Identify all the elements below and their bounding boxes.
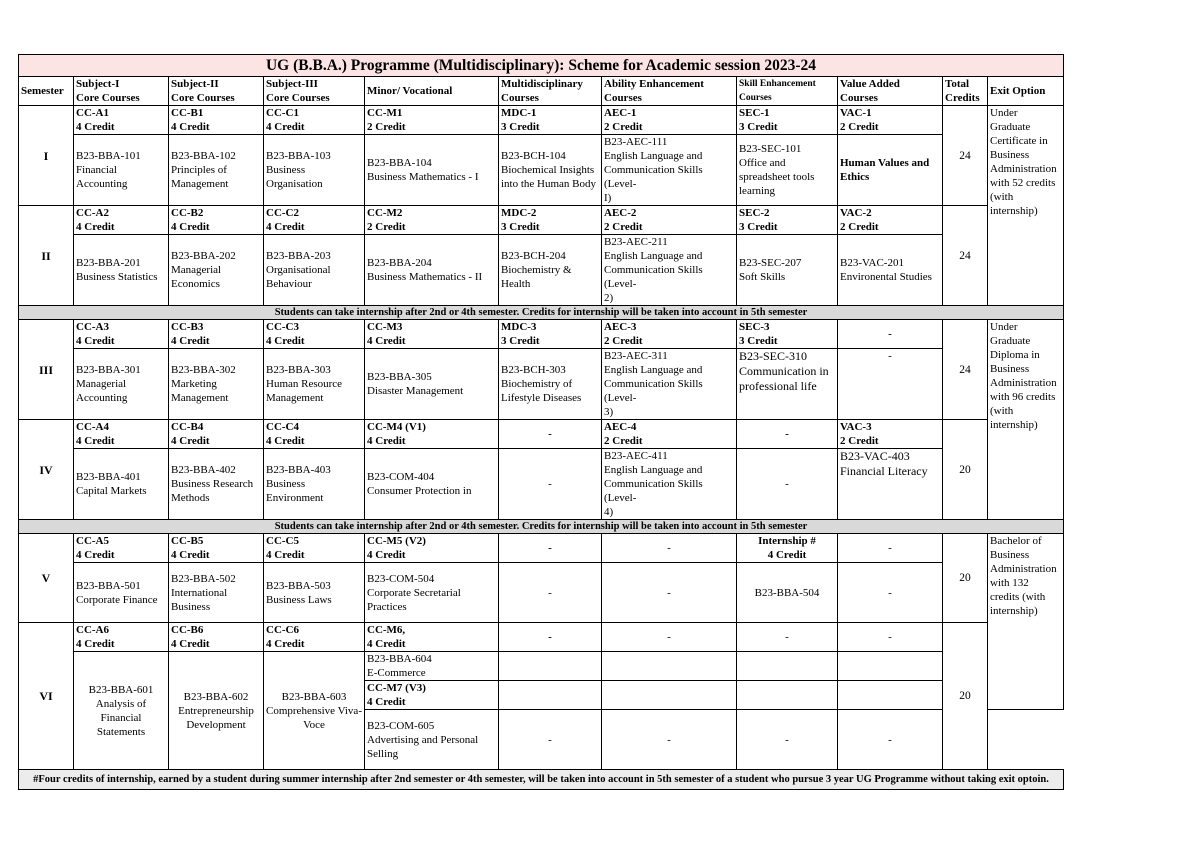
credit-cell: CC-M1 2 Credit (365, 106, 499, 135)
sem4-total-credits: 20 (943, 420, 988, 520)
empty-cell (838, 652, 943, 681)
course-cell: B23-BBA-202 Managerial Economics (169, 235, 264, 306)
dash-cell: - (737, 449, 838, 520)
credit-cell: VAC-3 2 Credit (838, 420, 943, 449)
sem6-course-row (19, 652, 1064, 681)
credit-cell: CC-M2 2 Credit (365, 206, 499, 235)
credit-cell: CC-B3 4 Credit (169, 320, 264, 349)
course-cell: B23-BCH-204 Biochemistry & Health (499, 235, 602, 306)
header-total-credits: Total Credits (943, 77, 988, 106)
course-cell: B23-BBA-401 Capital Markets (74, 449, 169, 520)
header-multidisciplinary: Multidisciplinary Courses (499, 77, 602, 106)
dash-cell: - (602, 534, 737, 563)
empty-cell (499, 652, 602, 681)
course-cell: B23-BBA-601 Analysis of Financial Statements (74, 652, 169, 770)
dash-cell: - (737, 623, 838, 652)
credit-cell: SEC-2 3 Credit (737, 206, 838, 235)
credit-cell: CC-B5 4 Credit (169, 534, 264, 563)
credit-cell: CC-A1 4 Credit (74, 106, 169, 135)
credit-cell: CC-A3 4 Credit (74, 320, 169, 349)
credit-cell: CC-M4 (V1) 4 Credit (365, 420, 499, 449)
header-skill-enhancement: Skill Enhancement Courses (737, 77, 838, 106)
credit-cell: CC-C6 4 Credit (264, 623, 365, 652)
credit-cell: VAC-1 2 Credit (838, 106, 943, 135)
course-cell: B23-BBA-203 Organisational Behaviour (264, 235, 365, 306)
credit-cell: AEC-2 2 Credit (602, 206, 737, 235)
internship-banner: Students can take internship after 2nd or 4th semester. Credits for internship will be taken into account in 5th semester (19, 306, 1064, 320)
course-cell: B23-BBA-502 International Business (169, 563, 264, 623)
credit-cell: CC-A2 4 Credit (74, 206, 169, 235)
sem4-credit-row (19, 420, 1064, 449)
credit-cell: VAC-2 2 Credit (838, 206, 943, 235)
credit-cell: CC-C3 4 Credit (264, 320, 365, 349)
dash-cell: - (737, 420, 838, 449)
credit-cell: CC-B1 4 Credit (169, 106, 264, 135)
credit-cell: MDC-2 3 Credit (499, 206, 602, 235)
header-semester: Semester (19, 77, 74, 106)
dash-cell: - (838, 320, 943, 349)
course-cell: B23-BBA-402 Business Research Methods (169, 449, 264, 520)
credit-cell: MDC-1 3 Credit (499, 106, 602, 135)
sem2-credit-row (19, 206, 1064, 235)
course-cell: B23-BBA-204 Business Mathematics - II (365, 235, 499, 306)
credit-cell: CC-B2 4 Credit (169, 206, 264, 235)
dash-cell: - (499, 623, 602, 652)
header-value-added: Value Added Courses (838, 77, 943, 106)
course-cell: B23-VAC-201 Environental Studies (838, 235, 943, 306)
page-title: UG (B.B.A.) Programme (Multidisciplinary): Scheme for Academic session 2023-24 (19, 55, 1064, 77)
sem1-credit-row (19, 106, 1064, 135)
course-cell: B23-COM-504 Corporate Secretarial Practices (365, 563, 499, 623)
course-cell: B23-BBA-501 Corporate Finance (74, 563, 169, 623)
sem1-total-credits: 24 (943, 106, 988, 206)
header-subject-1: Subject-I Core Courses (74, 77, 169, 106)
sem3-course-row (19, 349, 1064, 420)
empty-cell (838, 681, 943, 710)
dash-cell: - (499, 563, 602, 623)
dash-cell: - (499, 710, 602, 770)
credit-cell: CC-M3 4 Credit (365, 320, 499, 349)
course-cell: B23-BBA-201 Business Statistics (74, 235, 169, 306)
course-cell: B23-BBA-301 Managerial Accounting (74, 349, 169, 420)
sem5-course-row (19, 563, 1064, 623)
sem2-label: II (19, 206, 74, 306)
course-cell: B23-BBA-303 Human Resource Management (264, 349, 365, 420)
course-cell: B23-BBA-504 (737, 563, 838, 623)
credit-cell: CC-C4 4 Credit (264, 420, 365, 449)
dash-cell: - (602, 563, 737, 623)
course-cell: B23-BBA-403 Business Environment (264, 449, 365, 520)
course-cell: B23-BBA-503 Business Laws (264, 563, 365, 623)
sem5-label: V (19, 534, 74, 623)
dash-cell: - (838, 710, 943, 770)
credit-cell: MDC-3 3 Credit (499, 320, 602, 349)
sem3-label: III (19, 320, 74, 420)
credit-cell: CC-C1 4 Credit (264, 106, 365, 135)
credit-cell: CC-M6, 4 Credit (365, 623, 499, 652)
sem5-total-credits: 20 (943, 534, 988, 623)
course-cell: B23-AEC-111 English Language and Communication Skills (Level- I) (602, 135, 737, 206)
empty-cell (602, 681, 737, 710)
course-cell: B23-BBA-103 Business Organisation (264, 135, 365, 206)
dash-cell: - (602, 710, 737, 770)
course-cell: B23-SEC-101 Office and spreadsheet tools learning (737, 135, 838, 206)
course-cell: B23-BBA-604 E-Commerce (365, 652, 499, 681)
course-cell: Human Values and Ethics (838, 135, 943, 206)
course-cell: B23-VAC-403 Financial Literacy (838, 449, 943, 520)
sem2-total-credits: 24 (943, 206, 988, 306)
course-cell: B23-COM-605 Advertising and Personal Selling (365, 710, 499, 770)
dash-cell: - (838, 563, 943, 623)
dash-cell: - (838, 534, 943, 563)
header-ability-enhancement: Ability Enhancement Courses (602, 77, 737, 106)
course-cell: B23-COM-404 Consumer Protection in (365, 449, 499, 520)
empty-cell (737, 652, 838, 681)
sem3-credit-row (19, 320, 1064, 349)
header-subject-2: Subject-II Core Courses (169, 77, 264, 106)
credit-cell: CC-B4 4 Credit (169, 420, 264, 449)
sem2-course-row (19, 235, 1064, 306)
credit-cell: CC-B6 4 Credit (169, 623, 264, 652)
header-minor: Minor/ Vocational (365, 77, 499, 106)
course-cell: B23-BBA-102 Principles of Management (169, 135, 264, 206)
dash-cell: - (838, 349, 943, 420)
exit-option-certificate: Under Graduate Certificate in Business Administration with 52 credits (with internship) (988, 106, 1064, 306)
scheme-table (18, 54, 1064, 790)
sem6-credit-row (19, 623, 1064, 652)
credit-cell: AEC-4 2 Credit (602, 420, 737, 449)
course-cell: B23-BCH-303 Biochemistry of Lifestyle Diseases (499, 349, 602, 420)
credit-cell: CC-A6 4 Credit (74, 623, 169, 652)
exit-option-diploma: Under Graduate Diploma in Business Administration with 96 credits (with internship) (988, 320, 1064, 520)
credit-cell: SEC-3 3 Credit (737, 320, 838, 349)
internship-credit-cell: Internship # 4 Credit (737, 534, 838, 563)
sem3-total-credits: 24 (943, 320, 988, 420)
sem4-label: IV (19, 420, 74, 520)
credit-cell: CC-C2 4 Credit (264, 206, 365, 235)
sem1-label: I (19, 106, 74, 206)
dash-cell: - (499, 449, 602, 520)
dash-cell: - (499, 420, 602, 449)
sem4-course-row (19, 449, 1064, 520)
internship-banner: Students can take internship after 2nd or 4th semester. Credits for internship will be taken into account in 5th semester (19, 520, 1064, 534)
course-cell: B23-BBA-104 Business Mathematics - I (365, 135, 499, 206)
credit-cell: CC-A4 4 Credit (74, 420, 169, 449)
course-cell: B23-BBA-305 Disaster Management (365, 349, 499, 420)
sem5-credit-row (19, 534, 1064, 563)
exit-option-bachelor: Bachelor of Business Administration with 132 credits (with internship) (988, 534, 1064, 710)
sem6-label: VI (19, 623, 74, 770)
dash-cell: - (499, 534, 602, 563)
credit-cell: SEC-1 3 Credit (737, 106, 838, 135)
course-cell: B23-BBA-302 Marketing Management (169, 349, 264, 420)
course-cell: B23-AEC-411 English Language and Communication Skills (Level- 4) (602, 449, 737, 520)
dash-cell: - (737, 710, 838, 770)
header-subject-3: Subject-III Core Courses (264, 77, 365, 106)
credit-cell: AEC-1 2 Credit (602, 106, 737, 135)
course-cell: B23-BCH-104 Biochemical Insights into the Human Body (499, 135, 602, 206)
course-cell: B23-BBA-602 Entrepreneurship Development (169, 652, 264, 770)
course-cell: B23-SEC-207 Soft Skills (737, 235, 838, 306)
course-cell: B23-AEC-311 English Language and Communication Skills (Level- 3) (602, 349, 737, 420)
sem1-course-row (19, 135, 1064, 206)
dash-cell: - (838, 623, 943, 652)
credit-cell: CC-A5 4 Credit (74, 534, 169, 563)
header-row (19, 77, 1064, 106)
course-cell: B23-AEC-211 English Language and Communication Skills (Level- 2) (602, 235, 737, 306)
credit-cell: AEC-3 2 Credit (602, 320, 737, 349)
credit-cell: CC-M5 (V2) 4 Credit (365, 534, 499, 563)
empty-cell (602, 652, 737, 681)
header-exit-option: Exit Option (988, 77, 1064, 106)
empty-cell (499, 681, 602, 710)
dash-cell: - (602, 623, 737, 652)
credit-cell: CC-M7 (V3) 4 Credit (365, 681, 499, 710)
course-cell: B23-BBA-603 Comprehensive Viva- Voce (264, 652, 365, 770)
course-cell: B23-SEC-310 Communication in professional life (737, 349, 838, 420)
footnote: #Four credits of internship, earned by a student during summer internship after 2nd semester or 4th semester, will be taken into account in 5th semester of a student who pursue 3 year UG Programme without taking exit optoin. (19, 770, 1064, 790)
sem6-total-credits: 20 (943, 623, 988, 770)
empty-cell (737, 681, 838, 710)
credit-cell: CC-C5 4 Credit (264, 534, 365, 563)
course-cell: B23-BBA-101 Financial Accounting (74, 135, 169, 206)
